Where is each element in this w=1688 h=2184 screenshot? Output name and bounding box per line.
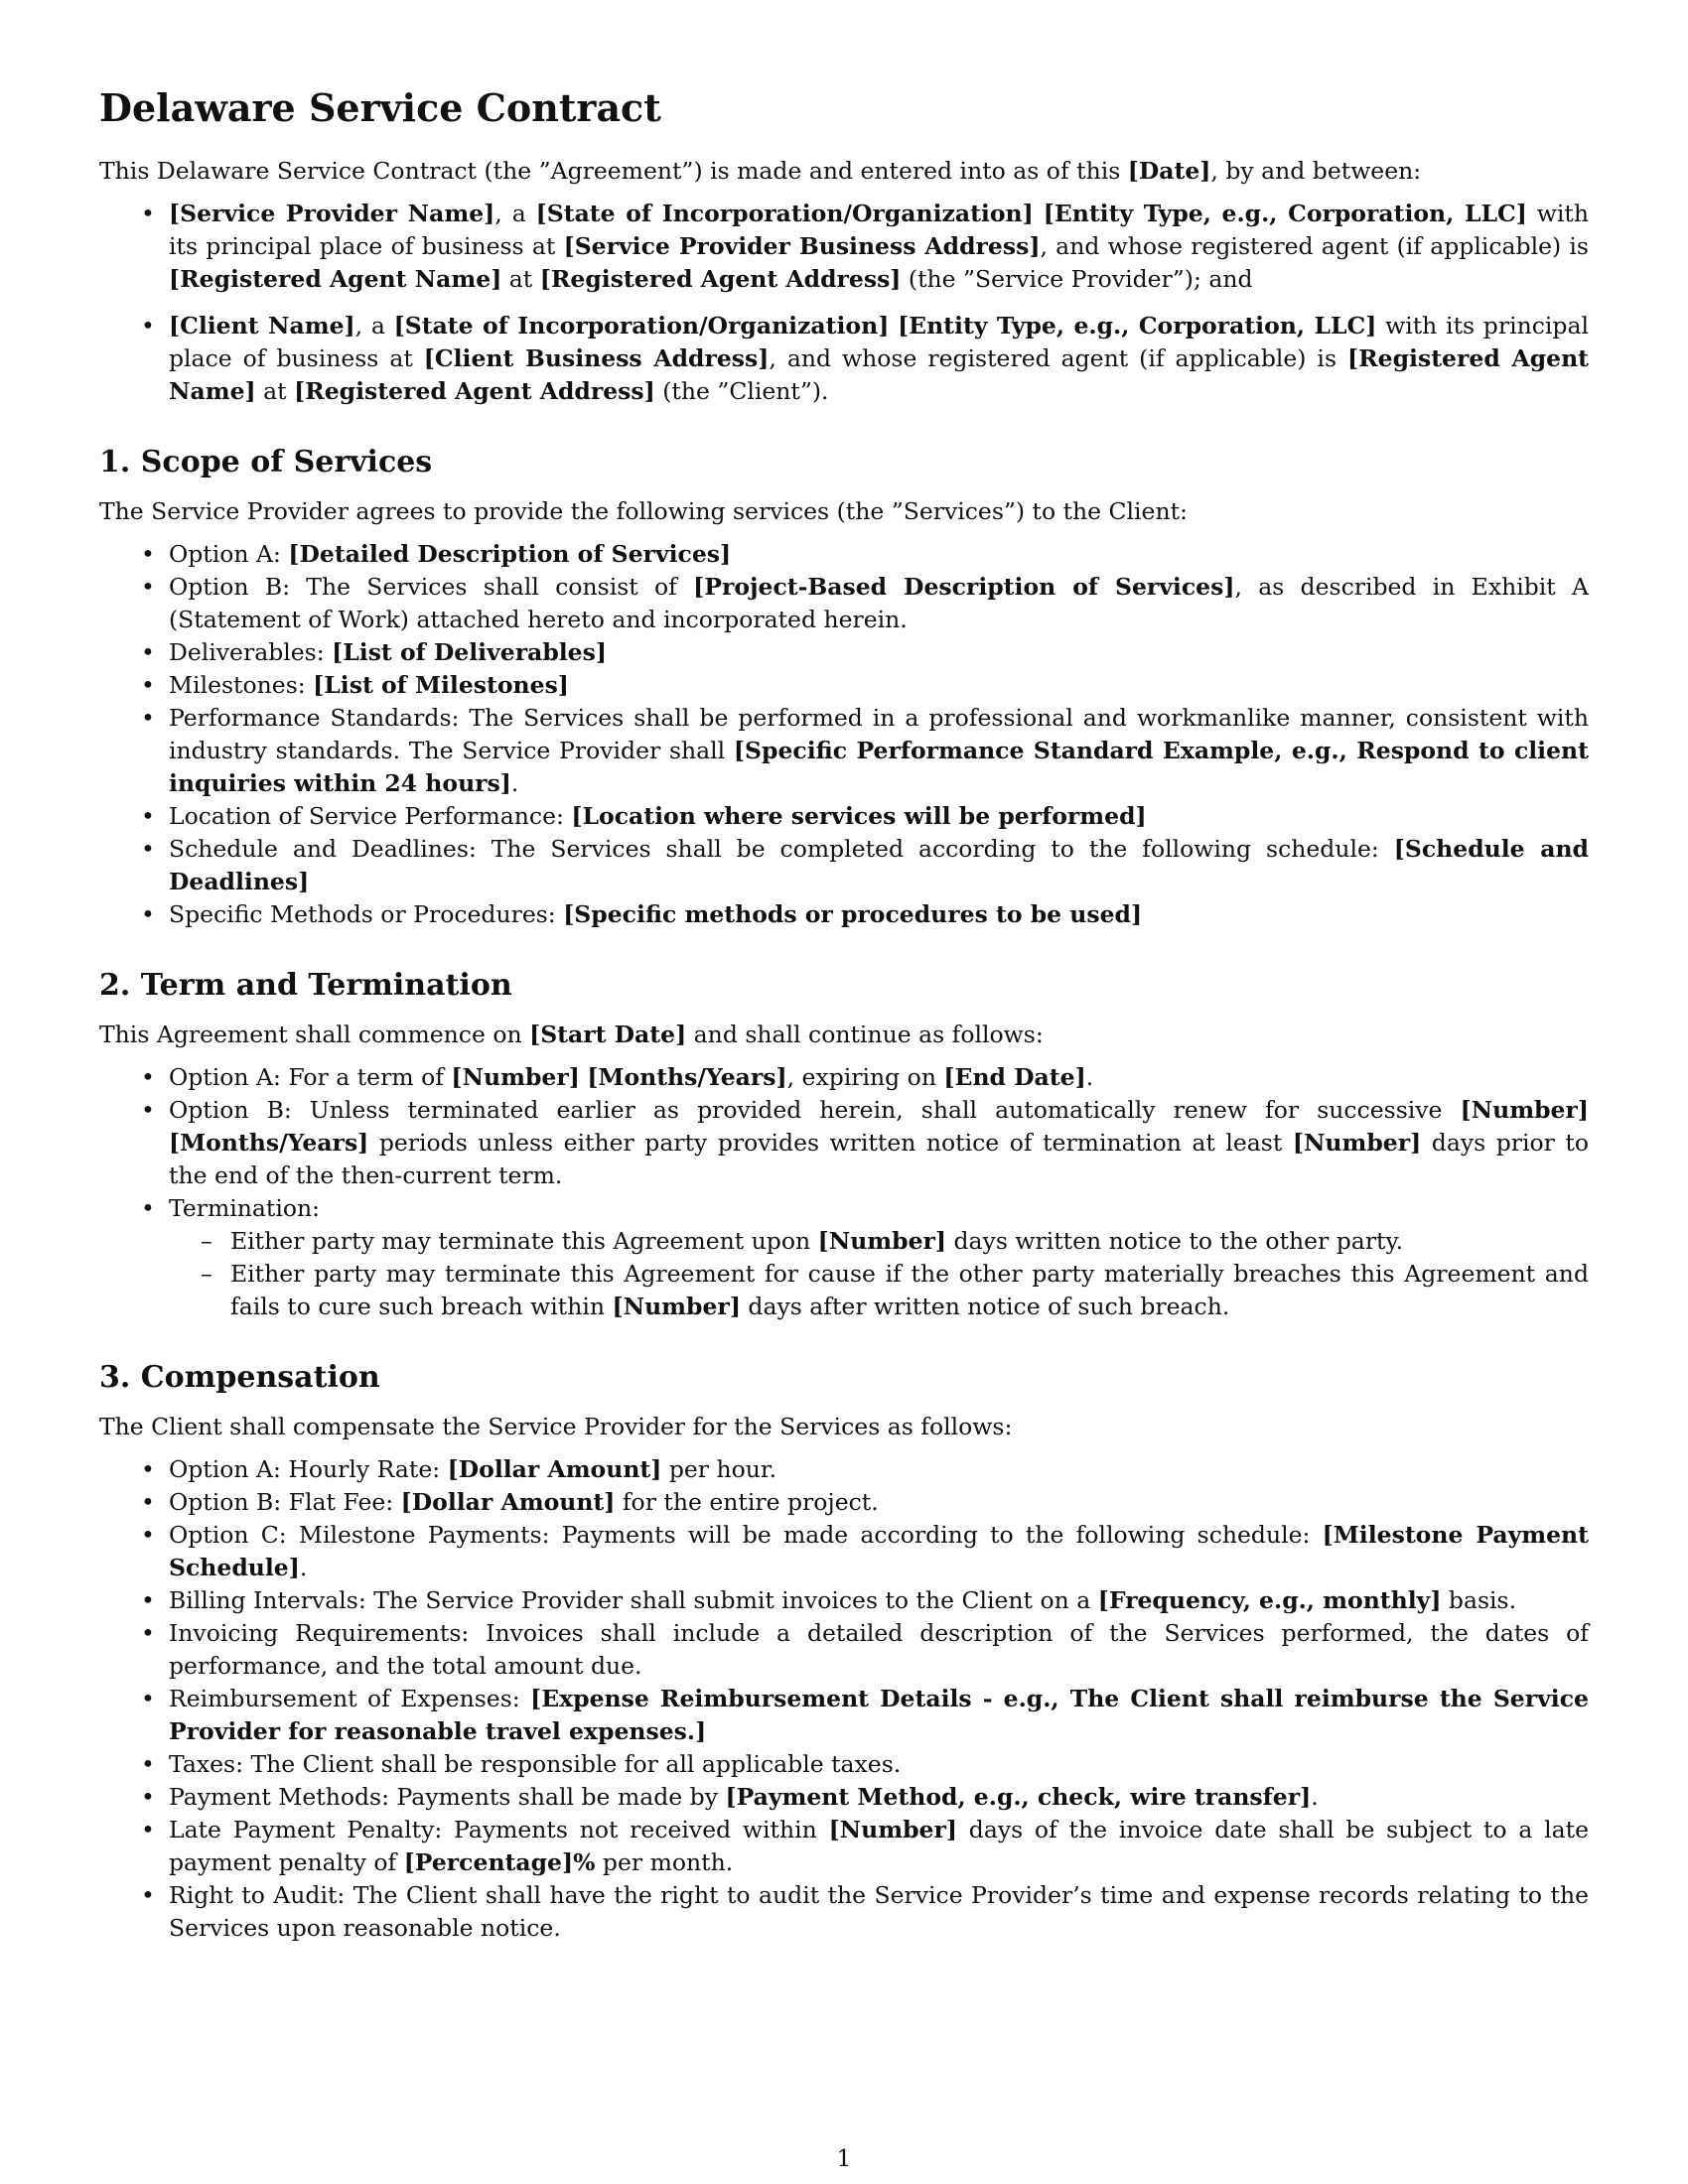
list-item: • Right to Audit: The Client shall have the right to audit the Service Provider’s time and expense records relating to the Services upon reasonable notice. (169, 1879, 1589, 1945)
document-title: Delaware Service Contract (99, 85, 661, 130)
scope-list (99, 538, 1589, 931)
section-heading-compensation: 3. Compensation (99, 1360, 380, 1395)
scope-intro: The Service Provider agrees to provide the following services (the ”Services”) to the Client: (99, 497, 1188, 525)
section-heading-scope: 1. Scope of Services (99, 445, 433, 479)
list-item: • Late Payment Penalty: Payments not received within [Number] days of the invoice date shall be subject to a late payment penalty of [Percentage]% per month. (169, 1814, 1589, 1879)
list-item: • Deliverables: [List of Deliverables] (169, 636, 1589, 669)
section-heading-term: 2. Term and Termination (99, 968, 512, 1003)
list-item: • Milestones: [List of Milestones] (169, 669, 1589, 702)
term-list (99, 1061, 1589, 1323)
parties-list (99, 198, 1589, 408)
list-item: • Specific Methods or Procedures: [Specific methods or procedures to be used] (169, 898, 1589, 931)
sublist-item: – Either party may terminate this Agreement for cause if the other party materially breaches this Agreement and fails to cure such breach within [Number] days after written notice of such breach. (230, 1258, 1589, 1323)
list-item: • Payment Methods: Payments shall be made by [Payment Method, e.g., check, wire transfer]. (169, 1781, 1589, 1814)
intro-paragraph: This Delaware Service Contract (the ”Agreement”) is made and entered into as of this [Date], by and between: (99, 157, 1422, 185)
contract-page (99, 85, 1589, 1945)
list-item: • Invoicing Requirements: Invoices shall include a detailed description of the Services performed, the dates of performance, and the total amount due. (169, 1617, 1589, 1683)
list-item: • Billing Intervals: The Service Provider shall submit invoices to the Client on a [Frequency, e.g., monthly] basis. (169, 1584, 1589, 1617)
list-item: • Option B: Unless terminated earlier as provided herein, shall automatically renew for successive [Number] [Months/Years] periods unless either party provides written notice of termination at least [Number] days prior to the end of the then-current term. (169, 1094, 1589, 1192)
list-item: • Reimbursement of Expenses: [Expense Reimbursement Details - e.g., The Client shall reimburse the Service Provider for reasonable travel expenses.] (169, 1683, 1589, 1748)
date-placeholder: [Date] (1127, 157, 1211, 185)
list-item: • Location of Service Performance: [Location where services will be performed] (169, 800, 1589, 833)
list-item: • Schedule and Deadlines: The Services shall be completed according to the following schedule: [Schedule and Deadlines] (169, 833, 1589, 898)
sublist-item: – Either party may terminate this Agreement upon [Number] days written notice to the other party. (230, 1225, 1589, 1258)
list-item: • Option A: Hourly Rate: [Dollar Amount] per hour. (169, 1453, 1589, 1486)
list-item: • Performance Standards: The Services shall be performed in a professional and workmanlike manner, consistent with industry standards. The Service Provider shall [Specific Performance Standard Example, e.g., Respond to client inquiries within 24 hours]. (169, 702, 1589, 800)
party-client: • [Client Name], a [State of Incorporation/Organization] [Entity Type, e.g., Corporation, LLC] with its principal place of business at [Client Business Address], and whose registered agent (if applicable) is [Registered Agent Name] at [Registered Agent Address] (the ”Client”). (169, 310, 1589, 408)
list-item: • Option B: The Services shall consist of [Project-Based Description of Services], as described in Exhibit A (Statement of Work) attached hereto and incorporated herein. (169, 571, 1589, 636)
list-item: • Option A: For a term of [Number] [Months/Years], expiring on [End Date]. (169, 1061, 1589, 1094)
page-number: 1 (836, 2144, 852, 2172)
term-intro: This Agreement shall commence on [Start Date] and shall continue as follows: (99, 1021, 1044, 1048)
list-item: • Option B: Flat Fee: [Dollar Amount] for the entire project. (169, 1486, 1589, 1519)
compensation-list (99, 1453, 1589, 1945)
list-item: • Option A: [Detailed Description of Services] (169, 538, 1589, 571)
list-item: • Termination: – Either party may terminate this Agreement upon [Number] days written notice to the other party. – Either party may terminate this Agreement for cause if the other party materially breaches this Agreement and fails to cure such breach within [Number] days after written notice of such breach. (169, 1192, 1589, 1323)
compensation-intro: The Client shall compensate the Service Provider for the Services as follows: (99, 1413, 1013, 1440)
party-service-provider: • [Service Provider Name], a [State of Incorporation/Organization] [Entity Type, e.g., Corporation, LLC] with its principal place of business at [Service Provider Business Address], and whose registered agent (if applicable) is [Registered Agent Name] at [Registered Agent Address] (the ”Service Provider”); and (169, 198, 1589, 296)
termination-sublist (169, 1225, 1589, 1323)
list-item: • Option C: Milestone Payments: Payments will be made according to the following schedule: [Milestone Payment Schedule]. (169, 1519, 1589, 1584)
list-item: • Taxes: The Client shall be responsible for all applicable taxes. (169, 1748, 1589, 1781)
